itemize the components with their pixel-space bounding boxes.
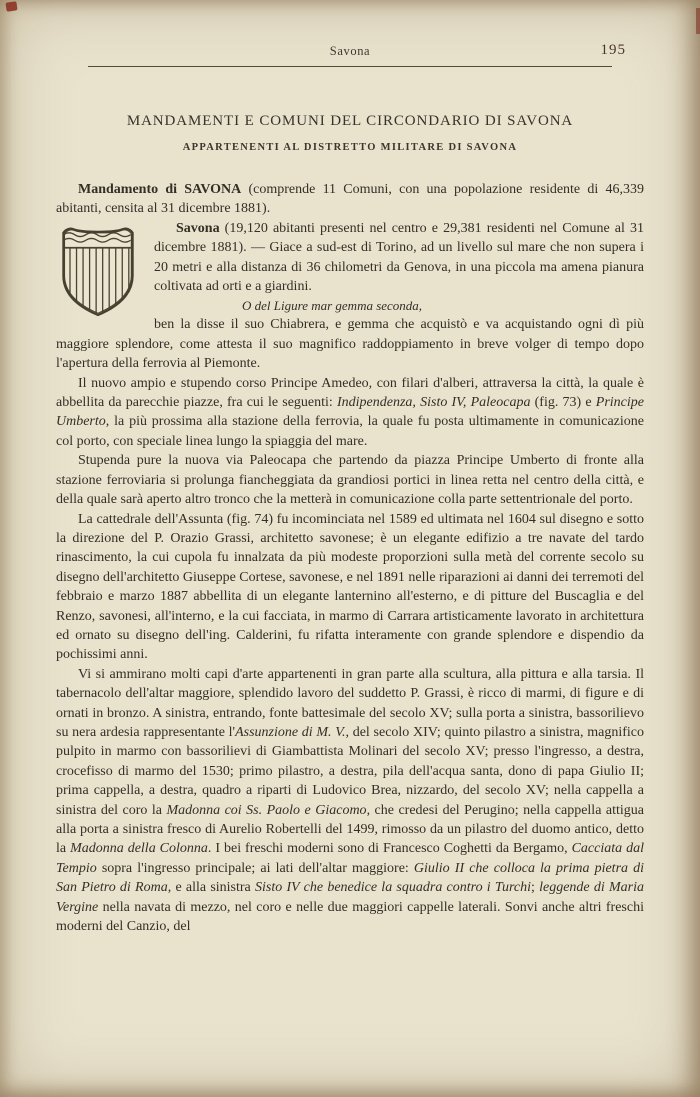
- paragraph-savona-intro: [56, 219, 644, 297]
- paragraph-mandamento: Mandamento di SAVONA (comprende 11 Comuni, con una popolazione residente di 46,339 abitanti, censita al 31 dicembre 1881).: [56, 182, 644, 217]
- paragraph-corso-amedeo: Il nuovo ampio e stupendo corso Principe Amedeo, con filari d'alberi, attraversa la città, la quale è abbellita da parecchie piazze, fra cui le seguenti: Indipendenza, Sisto IV, Paleocapa (fig. 73) e Principe Umberto, la più prossima alla stazione della ferrovia, la quale fu posta ultimamente in comunicazione col porto, con speciale linea lungo la spiaggia del mare.: [56, 375, 644, 449]
- text-block: [56, 180, 644, 936]
- paragraph-via-paleocapa: Stupenda pure la nuova via Paleocapa che partendo da piazza Principe Umberto di fronte alla stazione ferroviaria si prolunga fiancheggiata da grandiosi portici in linea retta nel centro della città, e della quale sarà aperto altro tronco che la metterà in comunicazione colla parte settentrionale del porto.: [56, 453, 644, 508]
- savona-coat-of-arms: [56, 222, 140, 322]
- section-subtitle: APPARTENENTI AL DISTRETTO MILITARE DI SAVONA: [182, 142, 518, 153]
- section-title: MANDAMENTI E COMUNI DEL CIRCONDARIO DI SAVONA: [126, 113, 574, 129]
- page-edge-mark: [696, 8, 700, 34]
- running-title: Savona: [329, 44, 371, 58]
- header-rule: [88, 66, 612, 67]
- red-ink-mark: [5, 1, 17, 11]
- verse-line: O del Ligure mar gemma seconda,: [242, 298, 423, 314]
- paragraph-chiabrera: ben la disse il suo Chiabrera, e gemma che acquistò e va acquistando ogni dì più maggiore splendore, come attesta il suo magnifico raddoppiamento in breve volger di tempo dopo l'apertura della ferrovia al Piemonte.: [56, 317, 644, 372]
- paragraph-opere-arte: Vi si ammirano molti capi d'arte appartenenti in gran parte alla scultura, alla pittura e alla tarsia. Il tabernacolo dell'altar maggiore, splendido lavoro del suddetto P. Grassi, è ricco di marmi, di figure e di ornati in bronzo. A sinistra, entrando, fonte battesimale del secolo XV; sulla porta a sinistra, bassorilievo su nera ardesia rappresentante l'Assunzione di M. V., del secolo XIV; quinto pilastro a sinistra, magnifico pulpito in marmo con bassorilievi di Giambattista Molinari del secolo XV; presso l'ingresso, a destra, crocefisso di marmo del 1530; primo pilastro, a destra, pila dell'acqua santa, dono di papa Giulio II; prima cappella, a destra, quadro a riparti di Ludovico Brea, nizzardo, del secolo XV; nella cappella a sinistra del coro la Madonna coi Ss. Paolo e Giacomo, che credesi del Perugino; nella cappella attigua alla porta a sinistra fresco di Aurelio Robertelli del 1499, rimosso da un pilastro del duomo antico, detto la Madonna della Colonna. I bei freschi moderni sono di Francesco Coghetti da Bergamo, Cacciata dal Tempio sopra l'ingresso principale; ai lati dell'altar maggiore: Giulio II che colloca la prima pietra di San Pietro di Roma, e alla sinistra Sisto IV che benedice la squadra contro i Turchi; leggende di Maria Vergine nella navata di mezzo, nel coro e nelle due maggiori cappelle laterali. Sonvi anche altri freschi moderni del Canzio, del: [56, 666, 644, 935]
- paragraph-cattedrale: La cattedrale dell'Assunta (fig. 74) fu incominciata nel 1589 ed ultimata nel 1604 sul disegno e sotto la direzione del P. Orazio Grassi, architetto savonese; è un elegante edifizio a tre navate del tardo rinascimento, la cui cupola fu innalzata da più modeste proporzioni sulla metà del corrente secolo su disegno dell'architetto Giuseppe Cortese, savonese, e nel 1891 nelle riparazioni ai danni dei terremoti del febbraio e marzo 1887 abbellita di un elegante lanternino all'esterno, e di pitture del Buscaglia e del Renzo, savonesi, all'interno, e la cui facciata, in marmo di Carrara artisticamente lavorato in architettura ed ornato su disegno dell'ing. Calderini, fu rifatta interamente con grande splendore e dispendio da pochissimi anni.: [56, 511, 644, 663]
- page-number: 195: [600, 42, 626, 58]
- page-header: [56, 44, 644, 62]
- paragraph-savona-text: Savona (19,120 abitanti presenti nel centro e 29,381 residenti nel Comune al 31 dicembre 1881). — Giace a sud-est di Torino, ad un livello sul mare che non supera i 20 metri e alla distanza di 36 chilometri da Genova, in una piccola ma amena pianura coltivata ad orti e a giardini.: [154, 220, 644, 295]
